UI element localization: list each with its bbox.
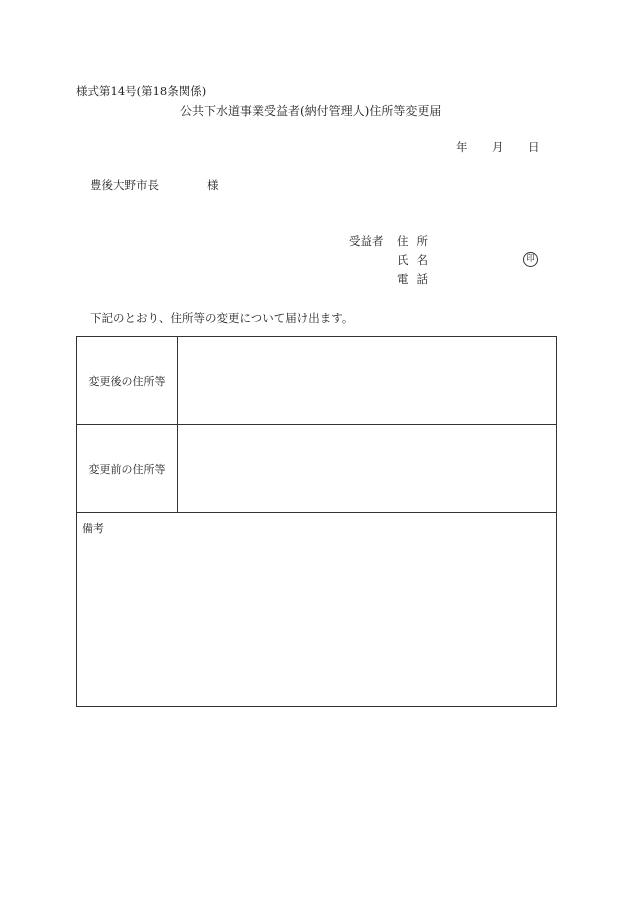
form-number: 様式第14号(第18条関係) <box>76 84 207 98</box>
date-year-label: 年 <box>456 140 468 154</box>
remarks-field[interactable] <box>77 537 556 706</box>
old-address-label: 変更前の住所等 <box>77 425 178 512</box>
addressee-name: 豊後大野市長 <box>90 178 159 192</box>
applicant-phone-label: 電話 <box>397 272 436 286</box>
seal-mark-icon: 印 <box>523 252 538 267</box>
table-row-old-address <box>77 425 556 513</box>
date-month-label: 月 <box>492 140 504 154</box>
new-address-field[interactable] <box>177 337 556 424</box>
applicant-address-label: 住所 <box>397 234 436 248</box>
table-row-remarks <box>77 513 556 706</box>
addressee-honorific: 様 <box>207 178 219 192</box>
form-title: 公共下水道事業受益者(納付管理人)住所等変更届 <box>180 104 442 118</box>
date-day-label: 日 <box>528 140 540 154</box>
remarks-label: 備考 <box>82 522 104 535</box>
old-address-field[interactable] <box>177 425 556 512</box>
applicant-name-label: 氏名 <box>397 253 436 267</box>
form-table <box>76 336 557 707</box>
statement-text: 下記のとおり、住所等の変更について届け出ます。 <box>90 311 354 325</box>
new-address-label: 変更後の住所等 <box>77 337 178 424</box>
applicant-label: 受益者 <box>349 234 384 248</box>
table-row-new-address <box>77 337 556 425</box>
